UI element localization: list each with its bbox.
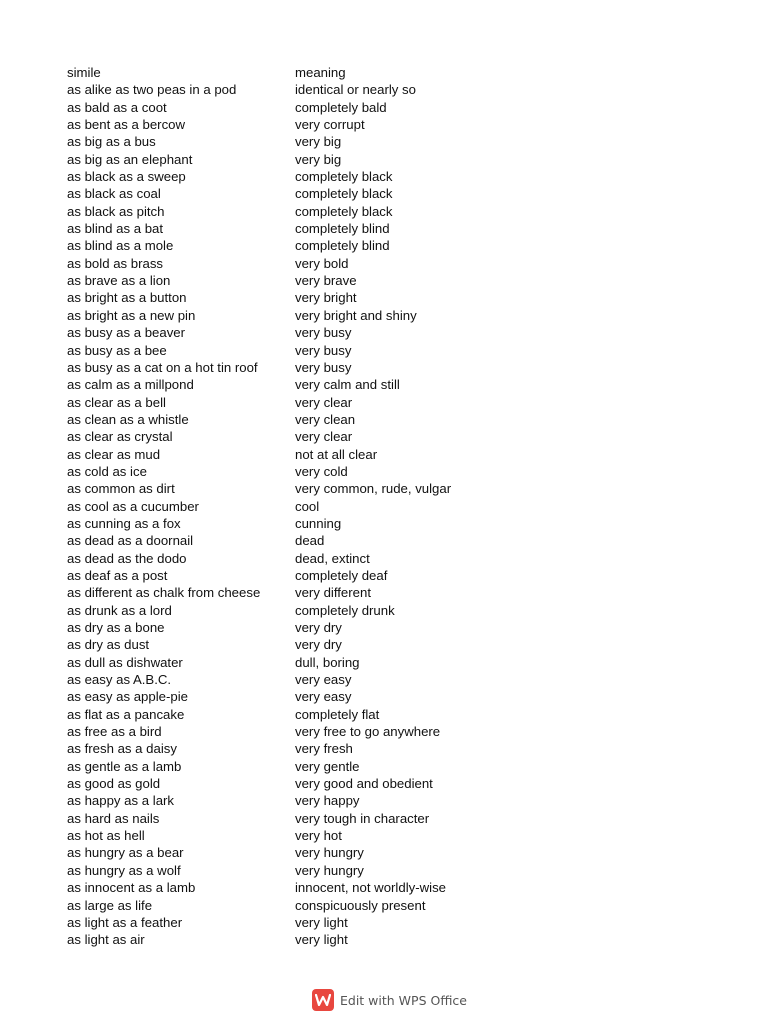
- header-meaning: meaning: [295, 65, 346, 80]
- meaning-cell: completely flat: [295, 706, 380, 722]
- simile-cell: as black as pitch: [67, 203, 165, 219]
- table-row: [67, 428, 487, 445]
- table-row: [67, 237, 487, 254]
- meaning-cell: very big: [295, 134, 342, 150]
- meaning-cell: very easy: [295, 672, 352, 688]
- meaning-cell: very busy: [295, 342, 352, 358]
- table-row: [67, 775, 487, 792]
- table-row: [67, 584, 487, 601]
- simile-cell: as clear as a bell: [67, 394, 166, 410]
- table-row: [67, 480, 487, 497]
- simile-cell: as hungry as a wolf: [67, 862, 181, 878]
- meaning-cell: very clear: [295, 429, 353, 445]
- simile-cell: as busy as a beaver: [67, 325, 186, 341]
- table-row: [67, 498, 487, 515]
- table-row: [67, 446, 487, 463]
- meaning-cell: very free to go anywhere: [295, 724, 441, 740]
- simile-cell: as busy as a cat on a hot tin roof: [67, 359, 258, 375]
- table-row: [67, 688, 487, 705]
- simile-cell: as cunning as a fox: [67, 515, 181, 531]
- meaning-cell: very tough in character: [295, 810, 430, 826]
- simile-cell: as flat as a pancake: [67, 706, 185, 722]
- meaning-cell: completely bald: [295, 99, 387, 115]
- simile-cell: as dead as a doornail: [67, 533, 194, 549]
- table-row: [67, 203, 487, 220]
- meaning-cell: completely black: [295, 169, 393, 185]
- meaning-cell: very busy: [295, 325, 352, 341]
- table-row: [67, 532, 487, 549]
- meaning-cell: very cold: [295, 463, 348, 479]
- meaning-cell: cunning: [295, 515, 342, 531]
- meaning-cell: very big: [295, 151, 342, 167]
- table-row: [67, 463, 487, 480]
- simile-cell: as big as a bus: [67, 134, 156, 150]
- simile-cell: as clean as a whistle: [67, 411, 189, 427]
- table-row: [67, 844, 487, 861]
- meaning-cell: completely blind: [295, 221, 390, 237]
- simile-cell: as good as gold: [67, 776, 161, 792]
- simile-cell: as happy as a lark: [67, 793, 175, 809]
- meaning-cell: completely deaf: [295, 567, 388, 583]
- table-row: [67, 723, 487, 740]
- simile-cell: as bald as a coot: [67, 99, 167, 115]
- table-row: [67, 342, 487, 359]
- simile-cell: as common as dirt: [67, 481, 175, 497]
- simile-cell: as blind as a mole: [67, 238, 174, 254]
- simile-cell: as bent as a bercow: [67, 117, 186, 133]
- meaning-cell: identical or nearly so: [295, 82, 416, 98]
- table-body: [67, 81, 487, 948]
- simile-cell: as innocent as a lamb: [67, 880, 196, 896]
- simile-cell: as large as life: [67, 897, 153, 913]
- table-row: [67, 272, 487, 289]
- table-row: [67, 151, 487, 168]
- table-row: [67, 740, 487, 757]
- table-row: [67, 116, 487, 133]
- meaning-cell: very good and obedient: [295, 776, 433, 792]
- simile-cell: as fresh as a daisy: [67, 741, 177, 757]
- meaning-cell: very dry: [295, 620, 342, 635]
- meaning-cell: very dry: [295, 637, 342, 653]
- meaning-cell: very hungry: [295, 862, 364, 878]
- meaning-cell: very clear: [295, 394, 353, 410]
- simile-cell: as bright as a new pin: [67, 307, 196, 323]
- simile-cell: as black as coal: [67, 186, 161, 202]
- table-row: [67, 792, 487, 809]
- meaning-cell: very clean: [295, 411, 356, 427]
- meaning-cell: completely black: [295, 203, 393, 219]
- simile-cell: as brave as a lion: [67, 273, 171, 289]
- meaning-cell: very happy: [295, 793, 360, 809]
- meaning-cell: very fresh: [295, 741, 353, 757]
- simile-cell: as dull as dishwater: [67, 654, 183, 670]
- wps-edit-label: Edit with WPS Office: [340, 992, 467, 1008]
- table-row: [67, 99, 487, 116]
- table-row: [67, 810, 487, 827]
- meaning-cell: dead, extinct: [295, 550, 370, 566]
- meaning-cell: very common, rude, vulgar: [295, 481, 452, 497]
- simile-cell: as bright as a button: [67, 290, 187, 306]
- table-row: [67, 879, 487, 896]
- simile-cell: as dry as a bone: [67, 620, 165, 635]
- meaning-cell: dead: [295, 533, 325, 549]
- table-row: [67, 81, 487, 98]
- simile-cell: as free as a bird: [67, 724, 162, 740]
- simile-cell: as hot as hell: [67, 828, 145, 844]
- meaning-cell: completely blind: [295, 238, 390, 254]
- simile-cell: as dry as dust: [67, 637, 150, 653]
- meaning-cell: very bright and shiny: [295, 307, 417, 323]
- table-row: [67, 376, 487, 393]
- simile-cell: as big as an elephant: [67, 151, 193, 167]
- table-row: [67, 602, 487, 619]
- table-row: [67, 411, 487, 428]
- meaning-cell: very bold: [295, 255, 349, 271]
- simile-cell: as hard as nails: [67, 810, 160, 826]
- meaning-cell: not at all clear: [295, 446, 378, 462]
- table-row: [67, 827, 487, 844]
- table-row: [67, 255, 487, 272]
- simile-cell: as drunk as a lord: [67, 602, 172, 618]
- table-row: [67, 515, 487, 532]
- simile-cell: as deaf as a post: [67, 567, 168, 583]
- simile-cell: as busy as a bee: [67, 342, 167, 358]
- simile-cell: as easy as A.B.C.: [67, 672, 172, 688]
- simile-cell: as dead as the dodo: [67, 550, 187, 566]
- meaning-cell: very hot: [295, 828, 342, 844]
- meaning-cell: very bright: [295, 290, 357, 306]
- simile-cell: as different as chalk from cheese: [67, 585, 261, 601]
- meaning-cell: very easy: [295, 689, 352, 705]
- meaning-cell: conspicuously present: [295, 897, 426, 913]
- table-row: [67, 619, 487, 636]
- meaning-cell: very corrupt: [295, 117, 365, 133]
- meaning-cell: very different: [295, 585, 371, 601]
- table-row: [67, 567, 487, 584]
- simile-cell: as easy as apple-pie: [67, 689, 188, 705]
- simile-cell: as light as a feather: [67, 914, 183, 930]
- table-row: [67, 168, 487, 185]
- wps-logo-icon: [312, 989, 334, 1011]
- simile-cell: as clear as mud: [67, 446, 161, 462]
- table-row: [67, 185, 487, 202]
- meaning-cell: cool: [295, 498, 320, 514]
- table-row: [67, 394, 487, 411]
- meaning-cell: very brave: [295, 273, 357, 289]
- meaning-cell: very busy: [295, 359, 352, 375]
- simile-table: [67, 64, 487, 949]
- meaning-cell: very light: [295, 932, 348, 948]
- meaning-cell: completely drunk: [295, 602, 395, 618]
- simile-cell: as light as air: [67, 932, 145, 948]
- table-row: [67, 220, 487, 237]
- table-row: [67, 550, 487, 567]
- table-row: [67, 324, 487, 341]
- simile-cell: as cool as a cucumber: [67, 498, 199, 514]
- header-simile: simile: [67, 65, 101, 80]
- meaning-cell: innocent, not worldly-wise: [295, 880, 446, 896]
- simile-cell: as black as a sweep: [67, 169, 186, 185]
- table-row: [67, 758, 487, 775]
- table-row: [67, 897, 487, 914]
- simile-cell: as clear as crystal: [67, 429, 173, 445]
- table-row: [67, 133, 487, 150]
- table-row: [67, 862, 487, 879]
- meaning-cell: very light: [295, 914, 348, 930]
- meaning-cell: completely black: [295, 186, 393, 202]
- table-row: [67, 289, 487, 306]
- simile-cell: as blind as a bat: [67, 221, 164, 237]
- table-header-row: [67, 64, 487, 81]
- table-row: [67, 636, 487, 653]
- table-row: [67, 359, 487, 376]
- table-row: [67, 307, 487, 324]
- wps-edit-banner[interactable]: [312, 989, 467, 1011]
- simile-cell: as hungry as a bear: [67, 845, 184, 861]
- simile-cell: as calm as a millpond: [67, 377, 194, 393]
- table-row: [67, 914, 487, 931]
- meaning-cell: very gentle: [295, 758, 360, 774]
- table-row: [67, 706, 487, 723]
- simile-cell: as cold as ice: [67, 463, 147, 479]
- simile-cell: as gentle as a lamb: [67, 758, 182, 774]
- meaning-cell: very hungry: [295, 845, 364, 861]
- meaning-cell: very calm and still: [295, 377, 400, 393]
- table-row: [67, 654, 487, 671]
- simile-cell: as bold as brass: [67, 255, 164, 271]
- simile-cell: as alike as two peas in a pod: [67, 82, 237, 98]
- meaning-cell: dull, boring: [295, 654, 360, 670]
- table-row: [67, 671, 487, 688]
- table-row: [67, 931, 487, 948]
